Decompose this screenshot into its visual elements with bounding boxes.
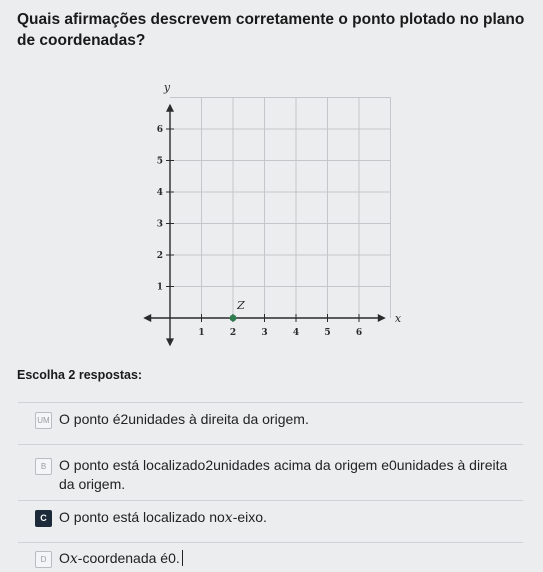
x-tick-label: 2 — [229, 328, 237, 338]
y-axis-label: y — [163, 81, 171, 95]
divider — [18, 444, 523, 445]
point-z — [230, 315, 237, 322]
x-axis-arrow — [143, 314, 151, 322]
option-a[interactable] — [35, 410, 515, 429]
choose-instruction: Escolha 2 respostas: — [17, 368, 143, 382]
option-b[interactable] — [35, 456, 515, 494]
x-tick-label: 6 — [355, 328, 363, 338]
y-axis-arrow — [166, 338, 174, 346]
y-tick-label: 3 — [156, 219, 163, 230]
x-tick-label: 3 — [261, 328, 268, 338]
divider — [18, 402, 523, 403]
y-tick-label: 6 — [156, 125, 163, 135]
option-d[interactable] — [35, 549, 515, 569]
option-text: O ponto é2unidades à direita da origem. — [59, 411, 309, 427]
x-tick-label: 1 — [198, 328, 205, 338]
option-letter: D — [35, 551, 52, 568]
divider — [18, 542, 523, 543]
option-letter: C — [35, 510, 52, 527]
x-tick-label: 5 — [324, 328, 331, 338]
option-text: O ponto está localizado nox-eixo. — [59, 509, 267, 526]
x-axis-label: x — [394, 312, 402, 325]
option-letter: UM — [35, 412, 52, 429]
y-tick-label: 5 — [156, 156, 163, 167]
x-tick-label: 4 — [292, 328, 300, 338]
ticks — [157, 125, 362, 338]
option-c[interactable] — [35, 508, 515, 528]
question-text: Quais afirmações descrevem corretamente o ponto plotado no plano de coordenadas? — [17, 11, 525, 49]
option-text: Ox-coordenada é0. — [59, 549, 183, 569]
option-text: O ponto está localizado2unidades acima da origem e0unidades à direita da origem. — [59, 457, 508, 492]
y-axis-arrow — [166, 104, 174, 112]
y-tick-label: 4 — [156, 188, 163, 198]
axes — [143, 81, 402, 346]
y-tick-label: 2 — [156, 251, 163, 261]
y-tick-label: 1 — [156, 282, 163, 293]
text-cursor — [182, 550, 183, 566]
x-axis-arrow — [378, 314, 386, 322]
grid — [170, 98, 391, 319]
point-label: Z — [237, 299, 245, 312]
divider — [18, 500, 523, 501]
option-letter: B — [35, 458, 52, 475]
